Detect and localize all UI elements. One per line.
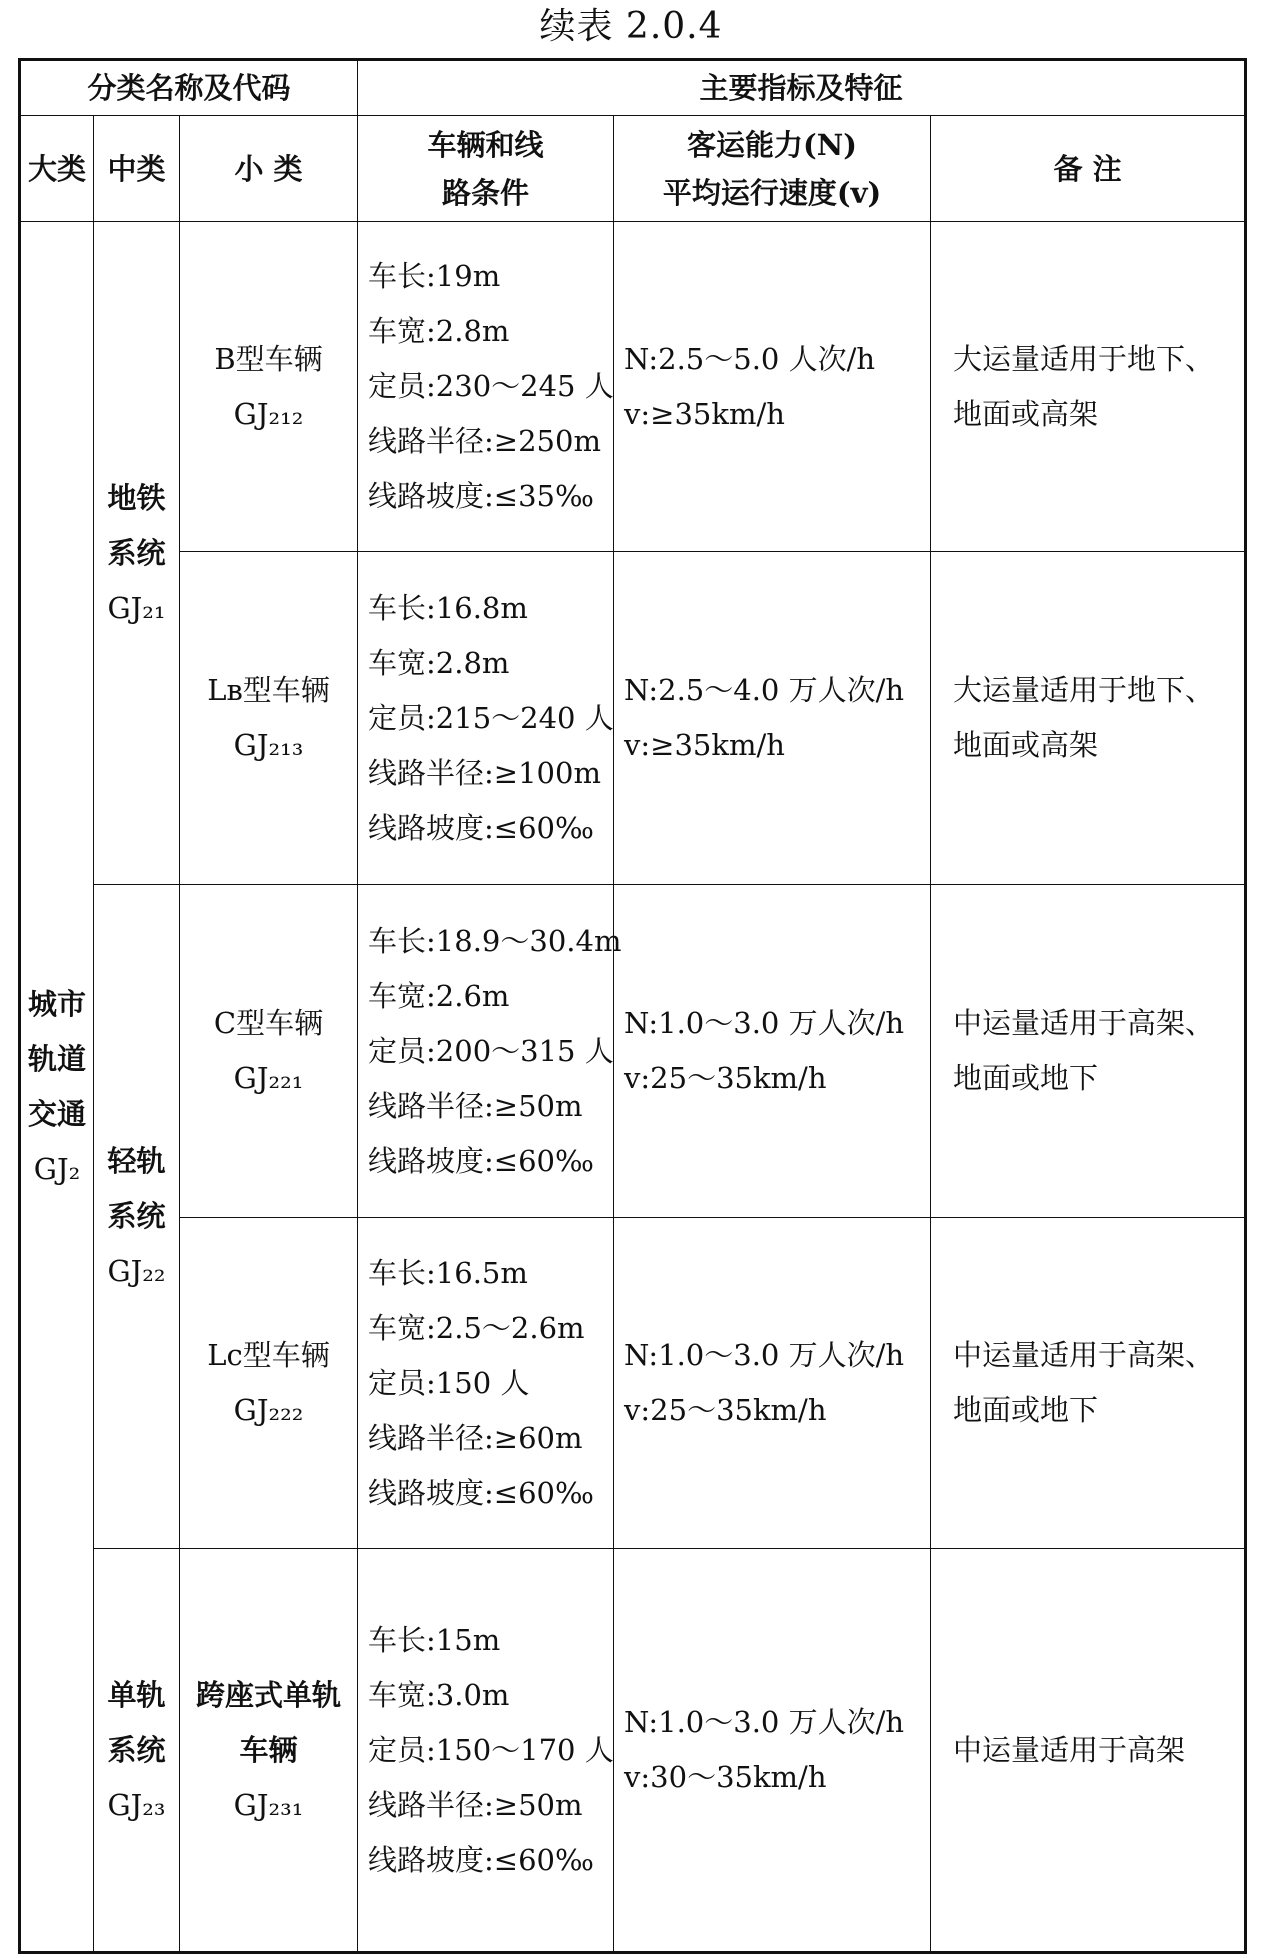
- minor-category: [180, 885, 358, 1218]
- vehicle-width: 车宽:2.5～2.6m: [368, 1310, 585, 1345]
- line-gradient: 线路坡度:≤60‰: [368, 1475, 594, 1510]
- vehicle-length: 车长:19m: [368, 259, 501, 293]
- table-row: [20, 885, 1246, 1218]
- medium-code: GJ₂₂: [107, 1254, 166, 1288]
- medium-category: [94, 1549, 180, 1953]
- vehicle-conditions: [358, 1218, 614, 1549]
- capacity-speed: [614, 222, 931, 552]
- header-medium: 中类: [94, 116, 180, 222]
- vehicle-length: 车长:18.9～30.4m: [368, 923, 622, 958]
- minor-category: [180, 1549, 358, 1953]
- passenger-capacity: N:1.0～3.0 万人次/h: [624, 1705, 905, 1739]
- header-vehicle-conditions: [358, 116, 614, 222]
- major-name-line2: 轨道: [27, 1041, 86, 1076]
- minor-name-line1: 跨座式单轨: [196, 1677, 342, 1712]
- average-speed: v:30～35km/h: [624, 1760, 827, 1794]
- minor-category: [180, 222, 358, 552]
- minor-name: B型车辆: [214, 341, 323, 376]
- passenger-capacity: N:1.0～3.0 万人次/h: [624, 1338, 905, 1372]
- header-minor: 小 类: [180, 116, 358, 222]
- minor-name-line2: 车辆: [239, 1732, 298, 1767]
- header-vehicle-line1: 车辆和线: [427, 127, 544, 162]
- minor-category: [180, 1218, 358, 1549]
- remark: 大运量适用于地下、地面或高架: [931, 552, 1246, 885]
- vehicle-conditions: [358, 552, 614, 885]
- vehicle-capacity: 定员:150～170 人: [368, 1732, 614, 1767]
- minor-code: GJ₂₂₁: [233, 1061, 304, 1095]
- vehicle-capacity: 定员:230～245 人: [368, 369, 614, 403]
- capacity-speed: [614, 552, 931, 885]
- passenger-capacity: N:2.5～4.0 万人次/h: [624, 673, 905, 707]
- average-speed: v:25～35km/h: [624, 1061, 827, 1095]
- medium-category: [94, 222, 180, 885]
- average-speed: v:≥35km/h: [624, 728, 785, 762]
- vehicle-length: 车长:16.5m: [368, 1255, 528, 1290]
- medium-name-line1: 单轨: [107, 1677, 166, 1712]
- header-major: 大类: [20, 116, 94, 222]
- header-vehicle-line2: 路条件: [442, 175, 530, 210]
- classification-table: [18, 58, 1247, 1954]
- major-code: GJ₂: [33, 1151, 81, 1186]
- medium-name-line2: 系统: [107, 1732, 166, 1767]
- medium-category: [94, 885, 180, 1549]
- table-row: [20, 552, 1246, 885]
- vehicle-conditions: [358, 1549, 614, 1953]
- header-classification: 分类名称及代码: [20, 60, 358, 116]
- header-capacity-speed: [614, 116, 931, 222]
- table-row: [20, 222, 1246, 552]
- line-radius: 线路半径:≥50m: [368, 1787, 583, 1822]
- line-gradient: 线路坡度:≤35‰: [368, 479, 594, 513]
- line-radius: 线路半径:≥250m: [368, 424, 601, 458]
- average-speed: v:25～35km/h: [624, 1393, 827, 1427]
- remark: 中运量适用于高架、地面或地下: [931, 1218, 1246, 1549]
- major-name-line1: 城市: [27, 986, 86, 1021]
- medium-name-line2: 系统: [107, 535, 166, 570]
- medium-code: GJ₂₁: [107, 590, 166, 625]
- vehicle-width: 车宽:2.6m: [368, 978, 510, 1013]
- minor-category: [180, 552, 358, 885]
- remark: 中运量适用于高架: [931, 1549, 1246, 1953]
- remark: 中运量适用于高架、地面或地下: [931, 885, 1246, 1218]
- medium-code: GJ₂₃: [107, 1787, 166, 1822]
- header-row-group: [20, 60, 1246, 116]
- line-gradient: 线路坡度:≤60‰: [368, 1842, 594, 1877]
- header-indicators: 主要指标及特征: [358, 60, 1246, 116]
- medium-name-line1: 轻轨: [107, 1144, 166, 1178]
- line-gradient: 线路坡度:≤60‰: [368, 1143, 594, 1178]
- minor-code: GJ₂₃₁: [233, 1787, 304, 1822]
- passenger-capacity: N:2.5～5.0 人次/h: [624, 341, 876, 376]
- vehicle-conditions: [358, 885, 622, 1218]
- minor-name: C型车辆: [213, 1006, 324, 1040]
- remark: 大运量适用于地下、地面或高架: [931, 222, 1246, 552]
- vehicle-capacity: 定员:215～240 人: [368, 700, 614, 735]
- vehicle-conditions: [358, 222, 614, 552]
- passenger-capacity: N:1.0～3.0 万人次/h: [624, 1006, 905, 1040]
- line-radius: 线路半径:≥100m: [368, 755, 601, 790]
- minor-code: GJ₂₂₂: [233, 1393, 304, 1427]
- vehicle-width: 车宽:2.8m: [368, 645, 510, 680]
- minor-name: Lc型车辆: [207, 1338, 330, 1372]
- header-notes: 备 注: [931, 116, 1246, 222]
- header-row-columns: [20, 116, 1246, 222]
- medium-name-line2: 系统: [107, 1199, 166, 1233]
- vehicle-length: 车长:16.8m: [368, 590, 528, 625]
- vehicle-length: 车长:15m: [368, 1622, 501, 1657]
- vehicle-capacity: 定员:150 人: [368, 1365, 530, 1400]
- vehicle-width: 车宽:3.0m: [368, 1677, 510, 1712]
- header-capacity-line2: 平均运行速度(v): [662, 175, 882, 210]
- minor-name: Lʙ型车辆: [207, 673, 330, 707]
- table-row: [20, 1549, 1246, 1953]
- major-category: [20, 222, 94, 1953]
- line-radius: 线路半径:≥50m: [368, 1088, 583, 1123]
- table-title: 续表 2.0.4: [539, 6, 723, 47]
- line-radius: 线路半径:≥60m: [368, 1420, 583, 1455]
- header-capacity-line1: 客运能力(N): [687, 127, 857, 162]
- major-name-line3: 交通: [27, 1096, 86, 1131]
- medium-name-line1: 地铁: [107, 480, 166, 515]
- table-row: [20, 1218, 1246, 1549]
- average-speed: v:≥35km/h: [624, 396, 785, 431]
- vehicle-width: 车宽:2.8m: [368, 314, 510, 348]
- capacity-speed: [614, 1218, 931, 1549]
- vehicle-capacity: 定员:200～315 人: [368, 1033, 614, 1068]
- minor-code: GJ₂₁₂: [233, 396, 304, 431]
- minor-code: GJ₂₁₃: [233, 728, 304, 762]
- capacity-speed: [614, 1549, 931, 1953]
- capacity-speed: [614, 885, 931, 1218]
- line-gradient: 线路坡度:≤60‰: [368, 810, 594, 845]
